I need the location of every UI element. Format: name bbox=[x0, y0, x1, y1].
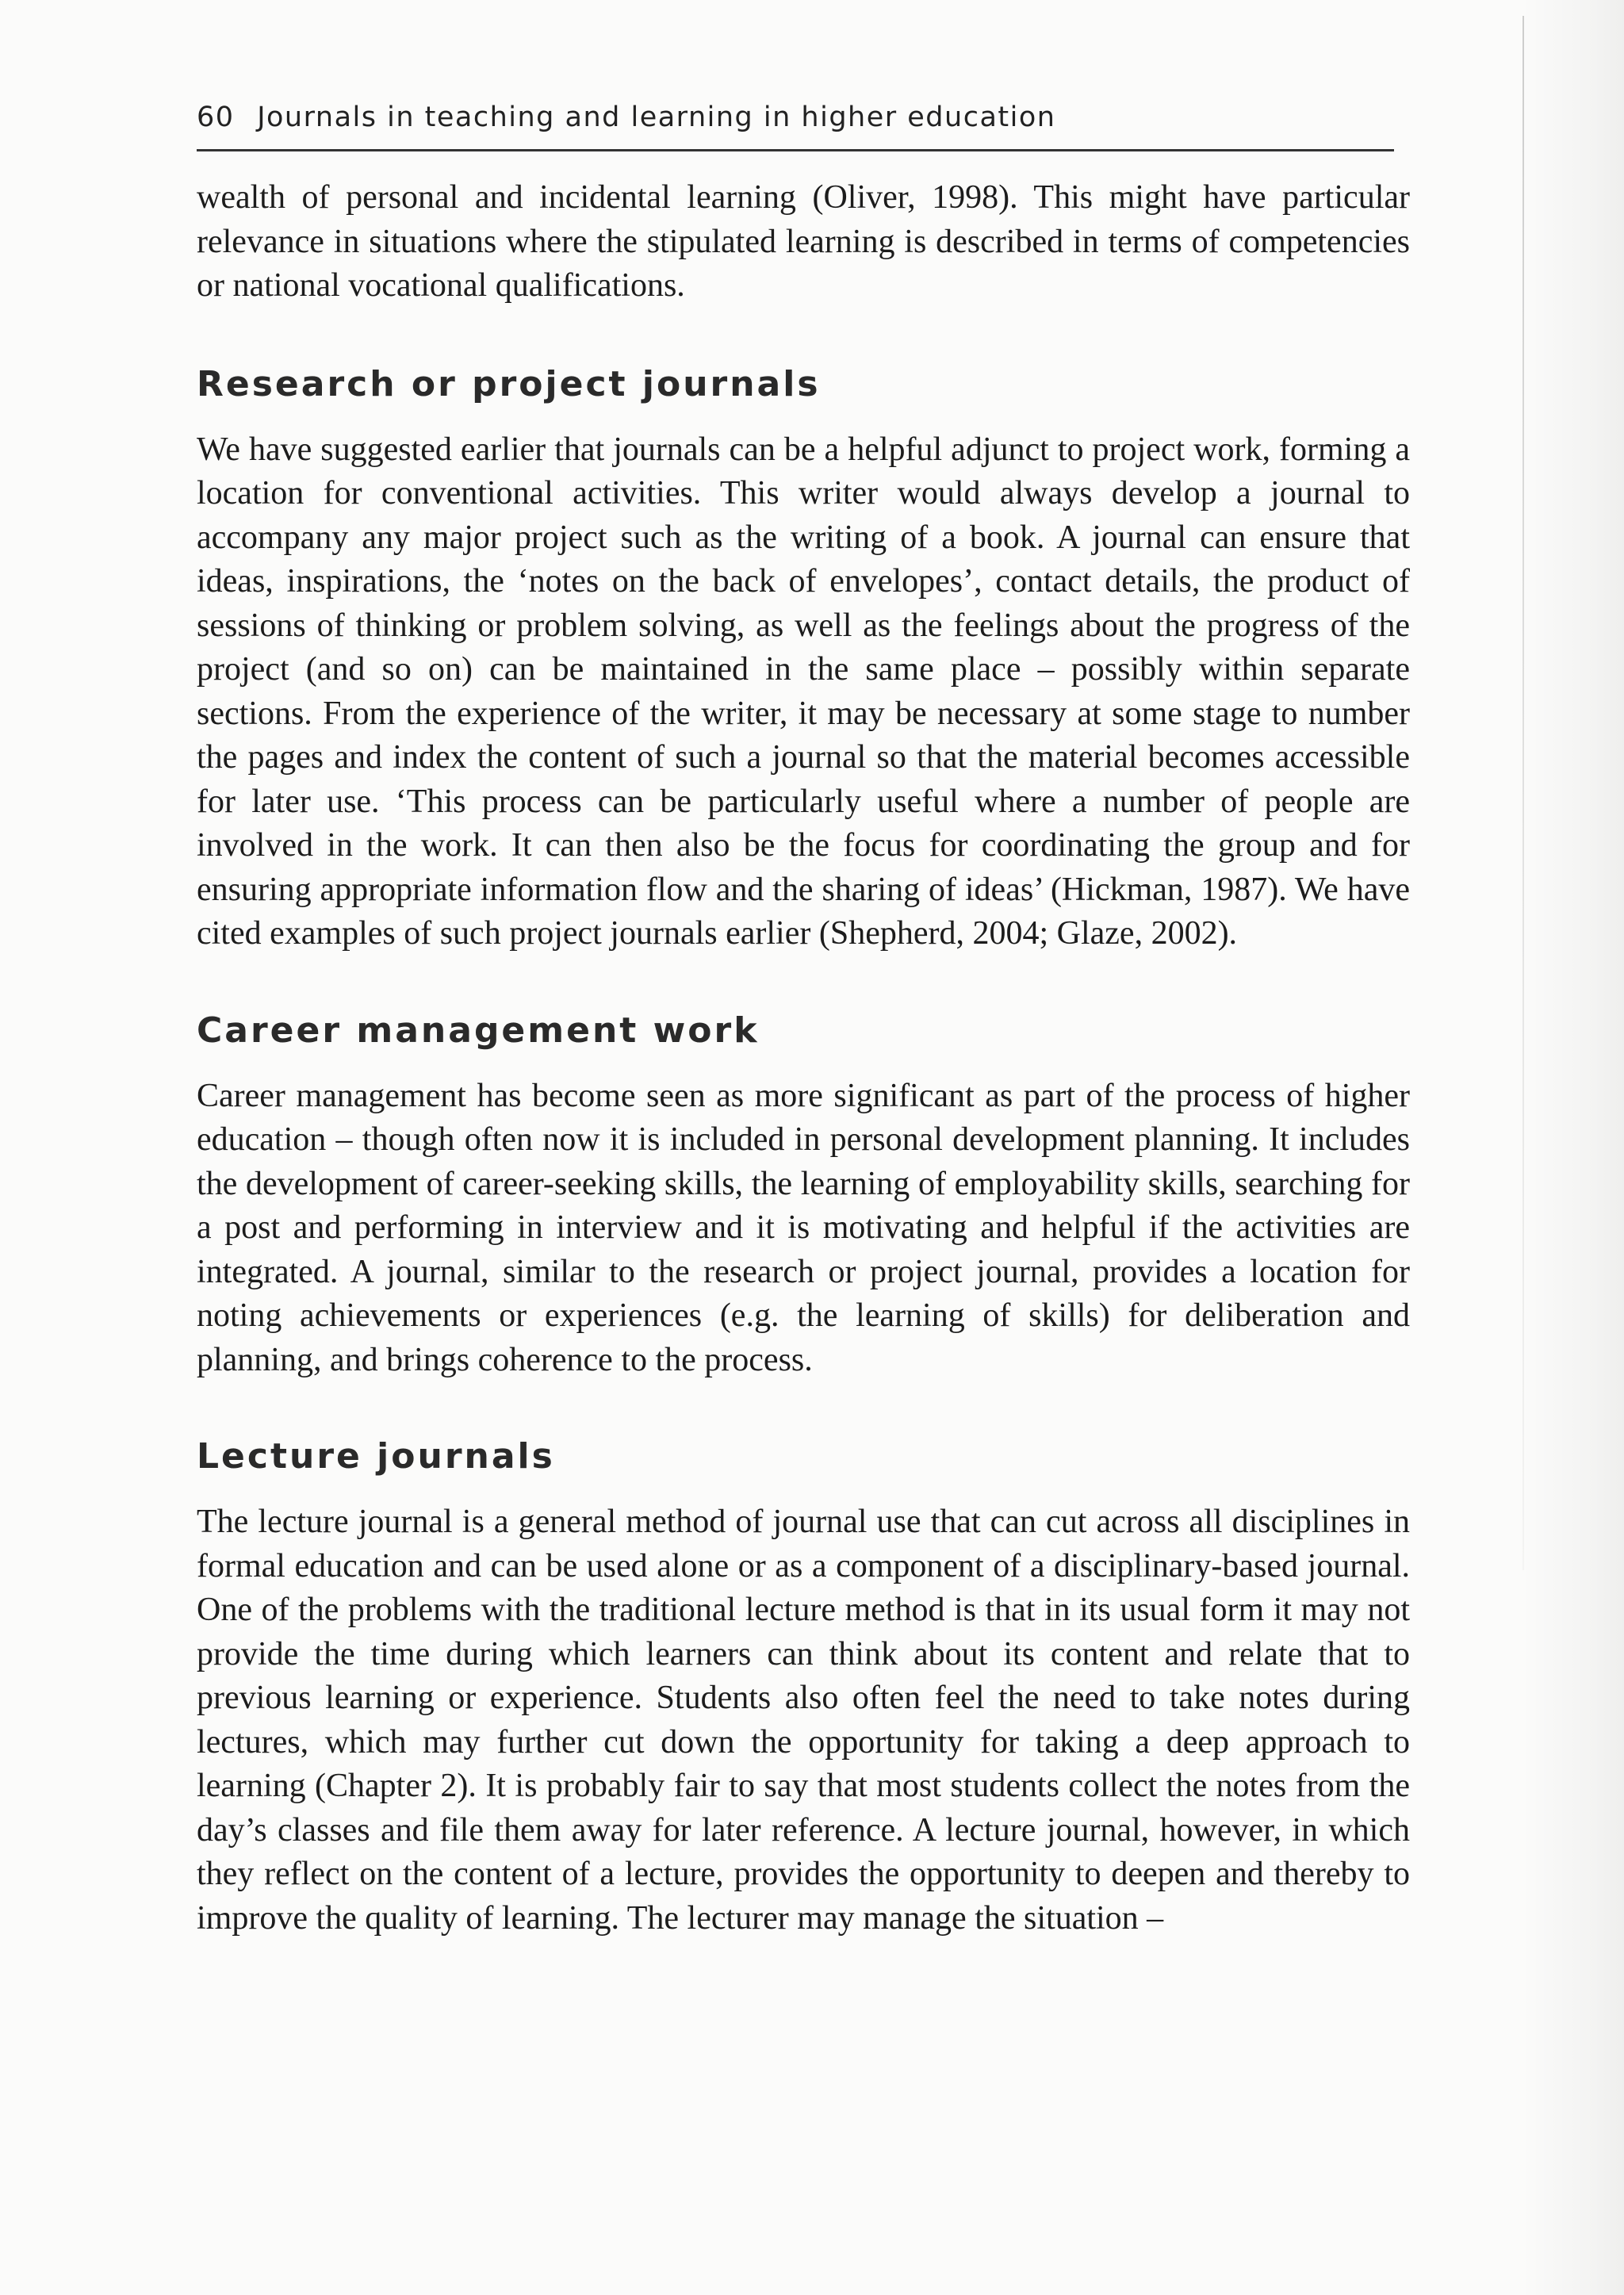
running-head bbox=[197, 102, 1394, 149]
section-heading-career-management: Career management work bbox=[197, 1010, 760, 1051]
page-edge-shadow bbox=[1521, 0, 1624, 2295]
section-heading-lecture-journals: Lecture journals bbox=[197, 1436, 555, 1477]
header-rule bbox=[197, 149, 1394, 151]
intro-paragraph: wealth of personal and incidental learning (Oliver, 1998). This might have particular relevance in situations where the stipulated learning is described in terms of competencies or national vocational qualifications. bbox=[197, 179, 1410, 304]
page-content bbox=[197, 176, 1410, 1941]
section-body-career-management: Career management has become seen as more significant as part of the process of higher education – though often now it is included in personal development planning. It includes the development of career-seeking skills, the learning of employability skills, searching for a post and performing in interview and it is motivating and helpful if the activities are integrated. A journal, similar to the research or project journal, provides a location for noting achievements or experiences (e.g. the learning of skills) for deliberation and planning, and brings coherence to the process. bbox=[197, 1077, 1410, 1378]
page-number: 60 bbox=[197, 102, 235, 133]
page-edge-line bbox=[1522, 16, 1524, 1570]
section-body-lecture-journals: The lecture journal is a general method of journal use that can cut across all disciplines in formal education and can be used alone or as a component of a disciplinary-based journal. One of the problems with the traditional lecture method is that in its usual form it may not provide the time during which learners can think about its content and relate that to previous learning or experience. Students also often feel the need to take notes during lectures, which may further cut down the opportunity for taking a deep approach to learning (Chapter 2). It is probably fair to say that most students collect the notes from the day’s classes and file them away for later reference. A lecture journal, however, in which they reflect on the content of a lecture, provides the opportunity to deepen and thereby to improve the quality of learning. The lecturer may manage the situation – bbox=[197, 1504, 1410, 1937]
running-head-title: Journals in teaching and learning in higher education bbox=[257, 102, 1056, 133]
section-heading-research-journals: Research or project journals bbox=[197, 363, 821, 404]
section-body-research-journals: We have suggested earlier that journals can be a helpful adjunct to project work, forming a location for conventional activities. This writer would always develop a journal to accompany any major project such as the writing of a book. A journal can ensure that ideas, inspirations, the ‘notes on the back of envelopes’, contact details, the product of sessions of thinking or problem solving, as well as the feelings about the progress of the project (and so on) can be maintained in the same place – possibly within separate sections. From the experience of the writer, it may be necessary at some stage to number the pages and index the content of such a journal so that the material becomes accessible for later use. ‘This process can be particularly useful where a number of people are involved in the work. It can then also be the focus for coordinating the group and for ensuring appropriate information flow and the sharing of ideas’ (Hickman, 1987). We have cited examples of such project journals earlier (Shepherd, 2004; Glaze, 2002). bbox=[197, 431, 1410, 952]
